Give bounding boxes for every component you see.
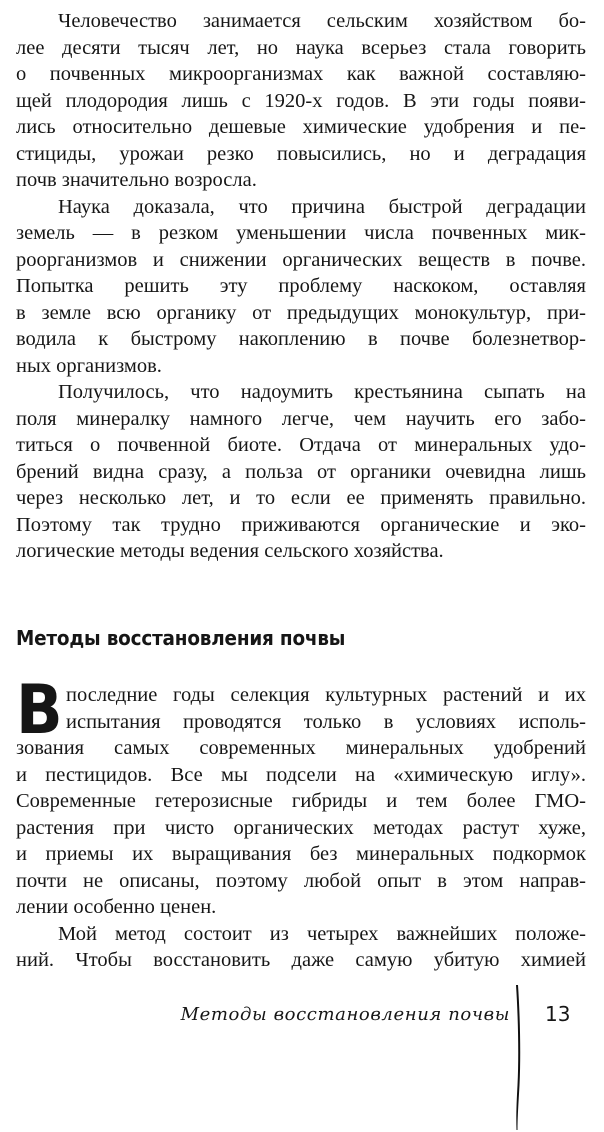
running-footer-title: Методы восстановления почвы	[180, 1004, 510, 1025]
text-line: растения при чисто органических методах растут хуже,	[16, 816, 586, 839]
paragraph-5	[16, 921, 586, 974]
drop-cap: В	[16, 671, 63, 750]
text-line: брений видна сразу, а польза от органики очевидна лишь	[16, 460, 586, 483]
text-line: последние годы селекция культурных растений и их	[66, 684, 586, 706]
body-text-top	[16, 8, 586, 565]
text-line: почв значительно возросла.	[16, 169, 257, 191]
text-line: лении особенно ценен.	[16, 896, 217, 918]
text-line: зования самых современных минеральных удобрений	[16, 737, 586, 759]
paragraph-2	[16, 194, 586, 380]
text-line: поля минералку намного легче, чем научить его забо-	[16, 407, 586, 430]
text-line: в земле всю органику от предыдущих монокультур, при-	[16, 301, 586, 324]
text-line: водила к быстрому накоплению в почве болезнетвор-	[16, 328, 586, 350]
paragraph-4	[16, 671, 586, 921]
text-line: щей плодородия лишь с 1920-х годов. В эти годы появи-	[16, 89, 586, 112]
text-line: Наука доказала, что причина быстрой деградации	[58, 195, 586, 218]
text-line: и приемы их выращивания без минеральных подкормок	[16, 843, 586, 865]
page-number: 13	[545, 1002, 571, 1026]
text-line: Мой метод состоит из четырех важнейших положе-	[58, 922, 586, 945]
text-line: ний. Чтобы восстановить даже самую убитую химией	[16, 949, 586, 971]
paragraph-3	[16, 379, 586, 565]
text-line: лись относительно дешевые химические удобрения и пе-	[16, 116, 586, 138]
text-line: земель — в резком уменьшении числа почвенных мик-	[16, 222, 586, 244]
section-heading: Методы восстановления почвы	[16, 626, 346, 650]
text-line: лее десяти тысяч лет, но наука всерьез стала говорить	[16, 36, 586, 59]
text-line: о почвенных микроорганизмах как важной составляю-	[16, 63, 586, 85]
body-text-bottom	[16, 671, 586, 974]
text-line: Получилось, что надоумить крестьянина сыпать на	[58, 381, 586, 403]
text-line: стициды, урожаи резко повысились, но и деградация	[16, 142, 586, 165]
text-line: испытания проводятся только в условиях исполь-	[66, 710, 586, 733]
text-line: логические методы ведения сельского хозяйства.	[16, 540, 444, 562]
text-line: Человечество занимается сельским хозяйством бо-	[58, 10, 586, 32]
text-line: Попытка решить эту проблему наскоком, оставляя	[16, 275, 586, 297]
text-line: через несколько лет, и то если ее применять правильно.	[16, 487, 586, 509]
text-line: титься о почвенной биоте. Отдача от минеральных удо-	[16, 434, 586, 456]
text-line: почти не описаны, поэтому любой опыт в этом направ-	[16, 869, 586, 892]
footer-divider-stroke	[511, 985, 523, 1130]
text-line: Поэтому так трудно приживаются органические и эко-	[16, 513, 586, 536]
paragraph-1	[16, 8, 586, 194]
text-line: и пестицидов. Все мы подсели на «химическую иглу».	[16, 763, 586, 786]
text-line: Современные гетерозисные гибриды и тем более ГМО-	[16, 790, 586, 812]
text-line: ных организмов.	[16, 354, 162, 377]
text-line: роорганизмов и снижении органических веществ в почве.	[16, 248, 586, 271]
